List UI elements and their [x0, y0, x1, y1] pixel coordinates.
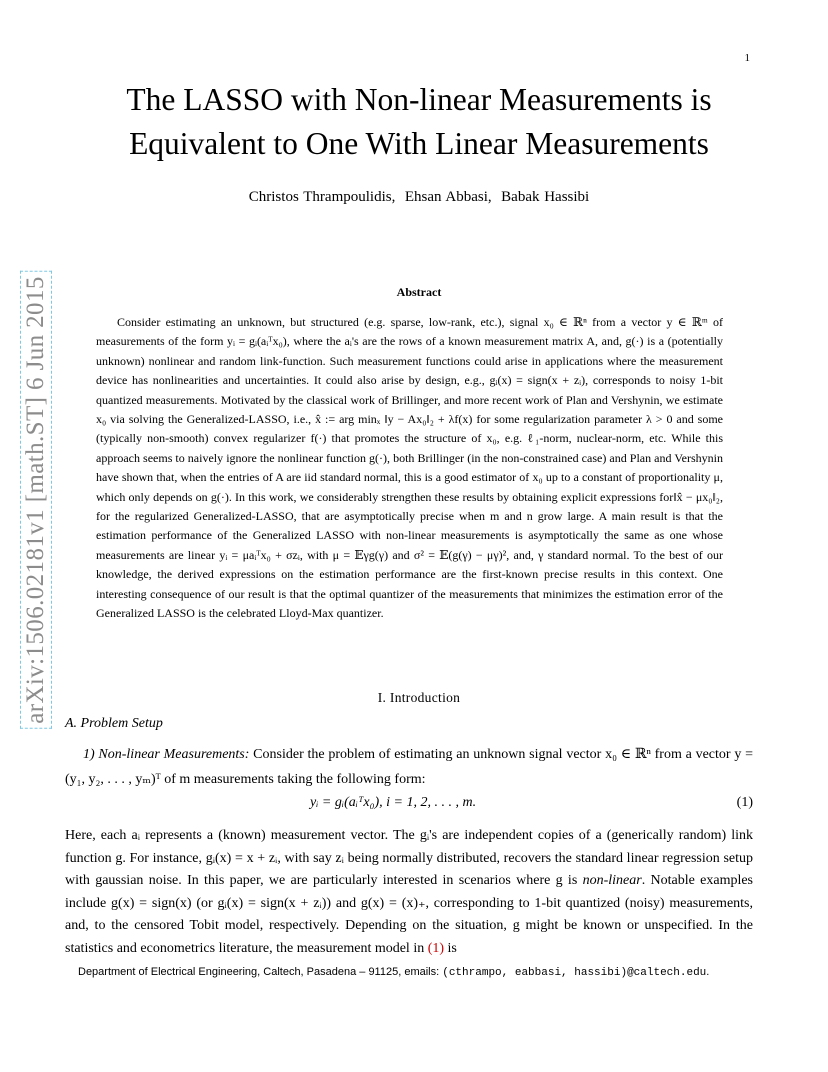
section-heading-introduction: I. Introduction: [377, 690, 461, 705]
paragraph-lead-in: 1) Non-linear Measurements:: [83, 747, 250, 762]
emphasis-non-linear: non-linear: [582, 873, 642, 888]
equation-expression: yᵢ = gᵢ(aᵢᵀx₀), i = 1, 2, . . . , m.: [310, 795, 477, 810]
abstract-paragraph: Consider estimating an unknown, but structured (e.g. sparse, low-rank, etc.), signal x₀ ∈ ℝⁿ from a vector y ∈ ℝᵐ of measurements of the form yᵢ = gᵢ(aᵢᵀx₀), where the aᵢ's are the rows of a known measurement matrix A, and, g(·) is a (potentially unknown) nonlinear and random link-function. Such measurement functions could arise in applications where the measurement device has nonlinearities and uncertainties. It could also arise by design, e.g., gᵢ(x) = sign(x + zᵢ), corresponds to noisy 1-bit quantized measurements. Motivated by the classical work of Brillinger, and more recent work of Plan and Vershynin, we estimate x₀ via solving the Generalized-LASSO, i.e., x̂ := arg minₓ ‖y − Ax₀‖₂ + λf(x) for some regularization parameter λ > 0 and some (typically non-smooth) convex regularizer f(·) that promotes the structure of x₀, e.g. ℓ₁-norm, nuclear-norm, etc. While this approach seems to naively ignore the nonlinear function g(·), both Brillinger (in the non-constrained case) and Plan and Vershynin have shown that, when the entries of A are iid standard normal, this is a good estimator of x₀ up to a constant of proportionality μ, which only depends on g(·). In this work, we considerably strengthen these results by obtaining explicit expressions for‖x̂ − μx₀‖₂, for the regularized Generalized-LASSO, that are asymptotically precise when m and n grow large. A main result is that the estimation performance of the Generalized LASSO with non-linear measurements is asymptotically the same as one whose measurements are linear yᵢ = μaᵢᵀx₀ + σzᵢ, with μ = 𝔼γg(γ) and σ² = 𝔼(g(γ) − μγ)², and, γ standard normal. To the best of our knowledge, the derived expressions on the estimation performance are the first-known precise results in this context. One interesting consequence of our result is that the optimal quantizer of the measurements that minimizes the estimation error of the Generalized LASSO is the celebrated Lloyd-Max quantizer.: [96, 315, 723, 621]
equation-number: (1): [736, 795, 753, 810]
abstract-body: [96, 313, 723, 624]
paper-title: [60, 78, 778, 166]
intro-paragraph-1: [65, 742, 753, 792]
footnote-text: Department of Electrical Engineering, Caltech, Pasadena – 91125, emails:: [78, 966, 443, 978]
title-line-1: The LASSO with Non-linear Measurements is: [126, 82, 712, 117]
paragraph-text: is: [444, 940, 457, 956]
author-name: , Ehsan Abbasi: [392, 189, 488, 205]
paragraph-text: Consider the problem of estimating an unknown signal vector x₀ ∈ ℝⁿ from a vector y = (y₁, y₂, . . . , yₘ)ᵀ of m measurements taking the following form:: [65, 747, 753, 787]
author-name: , Babak Hassibi: [488, 189, 589, 205]
paragraph-text: Here, each aᵢ represents a (known) measurement vector. The gᵢ's are independent copies of a (generically random) link function g. For instance, gᵢ(x) = x + zᵢ, with say zᵢ being normally distributed, recovers the standard linear regression setup with gaussian noise. In this paper, we are particularly interested in scenarios where g is: [65, 828, 753, 888]
title-line-2: Equivalent to One With Linear Measurements: [129, 126, 709, 161]
page-number: 1: [744, 52, 750, 64]
subsection-heading-problem-setup: A. Problem Setup: [65, 716, 163, 731]
footnote-emails: (cthrampo, eabbasi, hassibi)@caltech.edu: [442, 967, 707, 979]
equation-reference-link[interactable]: (1): [427, 940, 445, 956]
arxiv-identifier-stamp: [18, 255, 54, 745]
author-list: [60, 189, 778, 206]
footnote-end: .: [706, 966, 710, 978]
intro-paragraph-2: [65, 825, 753, 960]
affiliation-footnote: [78, 966, 758, 979]
abstract-heading: Abstract: [396, 285, 442, 299]
author-name: Christos Thrampoulidis: [248, 189, 392, 205]
arxiv-identifier-text: arXiv:1506.02181v1 [math.ST] 6 Jun 2015: [20, 271, 52, 729]
equation-1: [65, 795, 753, 817]
paragraph-text: . Notable examples include g(x) = sign(x) (or gᵢ(x) = sign(x + zᵢ)) and g(x) = (x)₊, corresponding to 1-bit quantized (noisy) measurements, and, to the censored Tobit model, respectively. Depending on the situation, g might be known or unspecified. In the statistics and econometrics literature, the measurement model in: [65, 873, 754, 956]
